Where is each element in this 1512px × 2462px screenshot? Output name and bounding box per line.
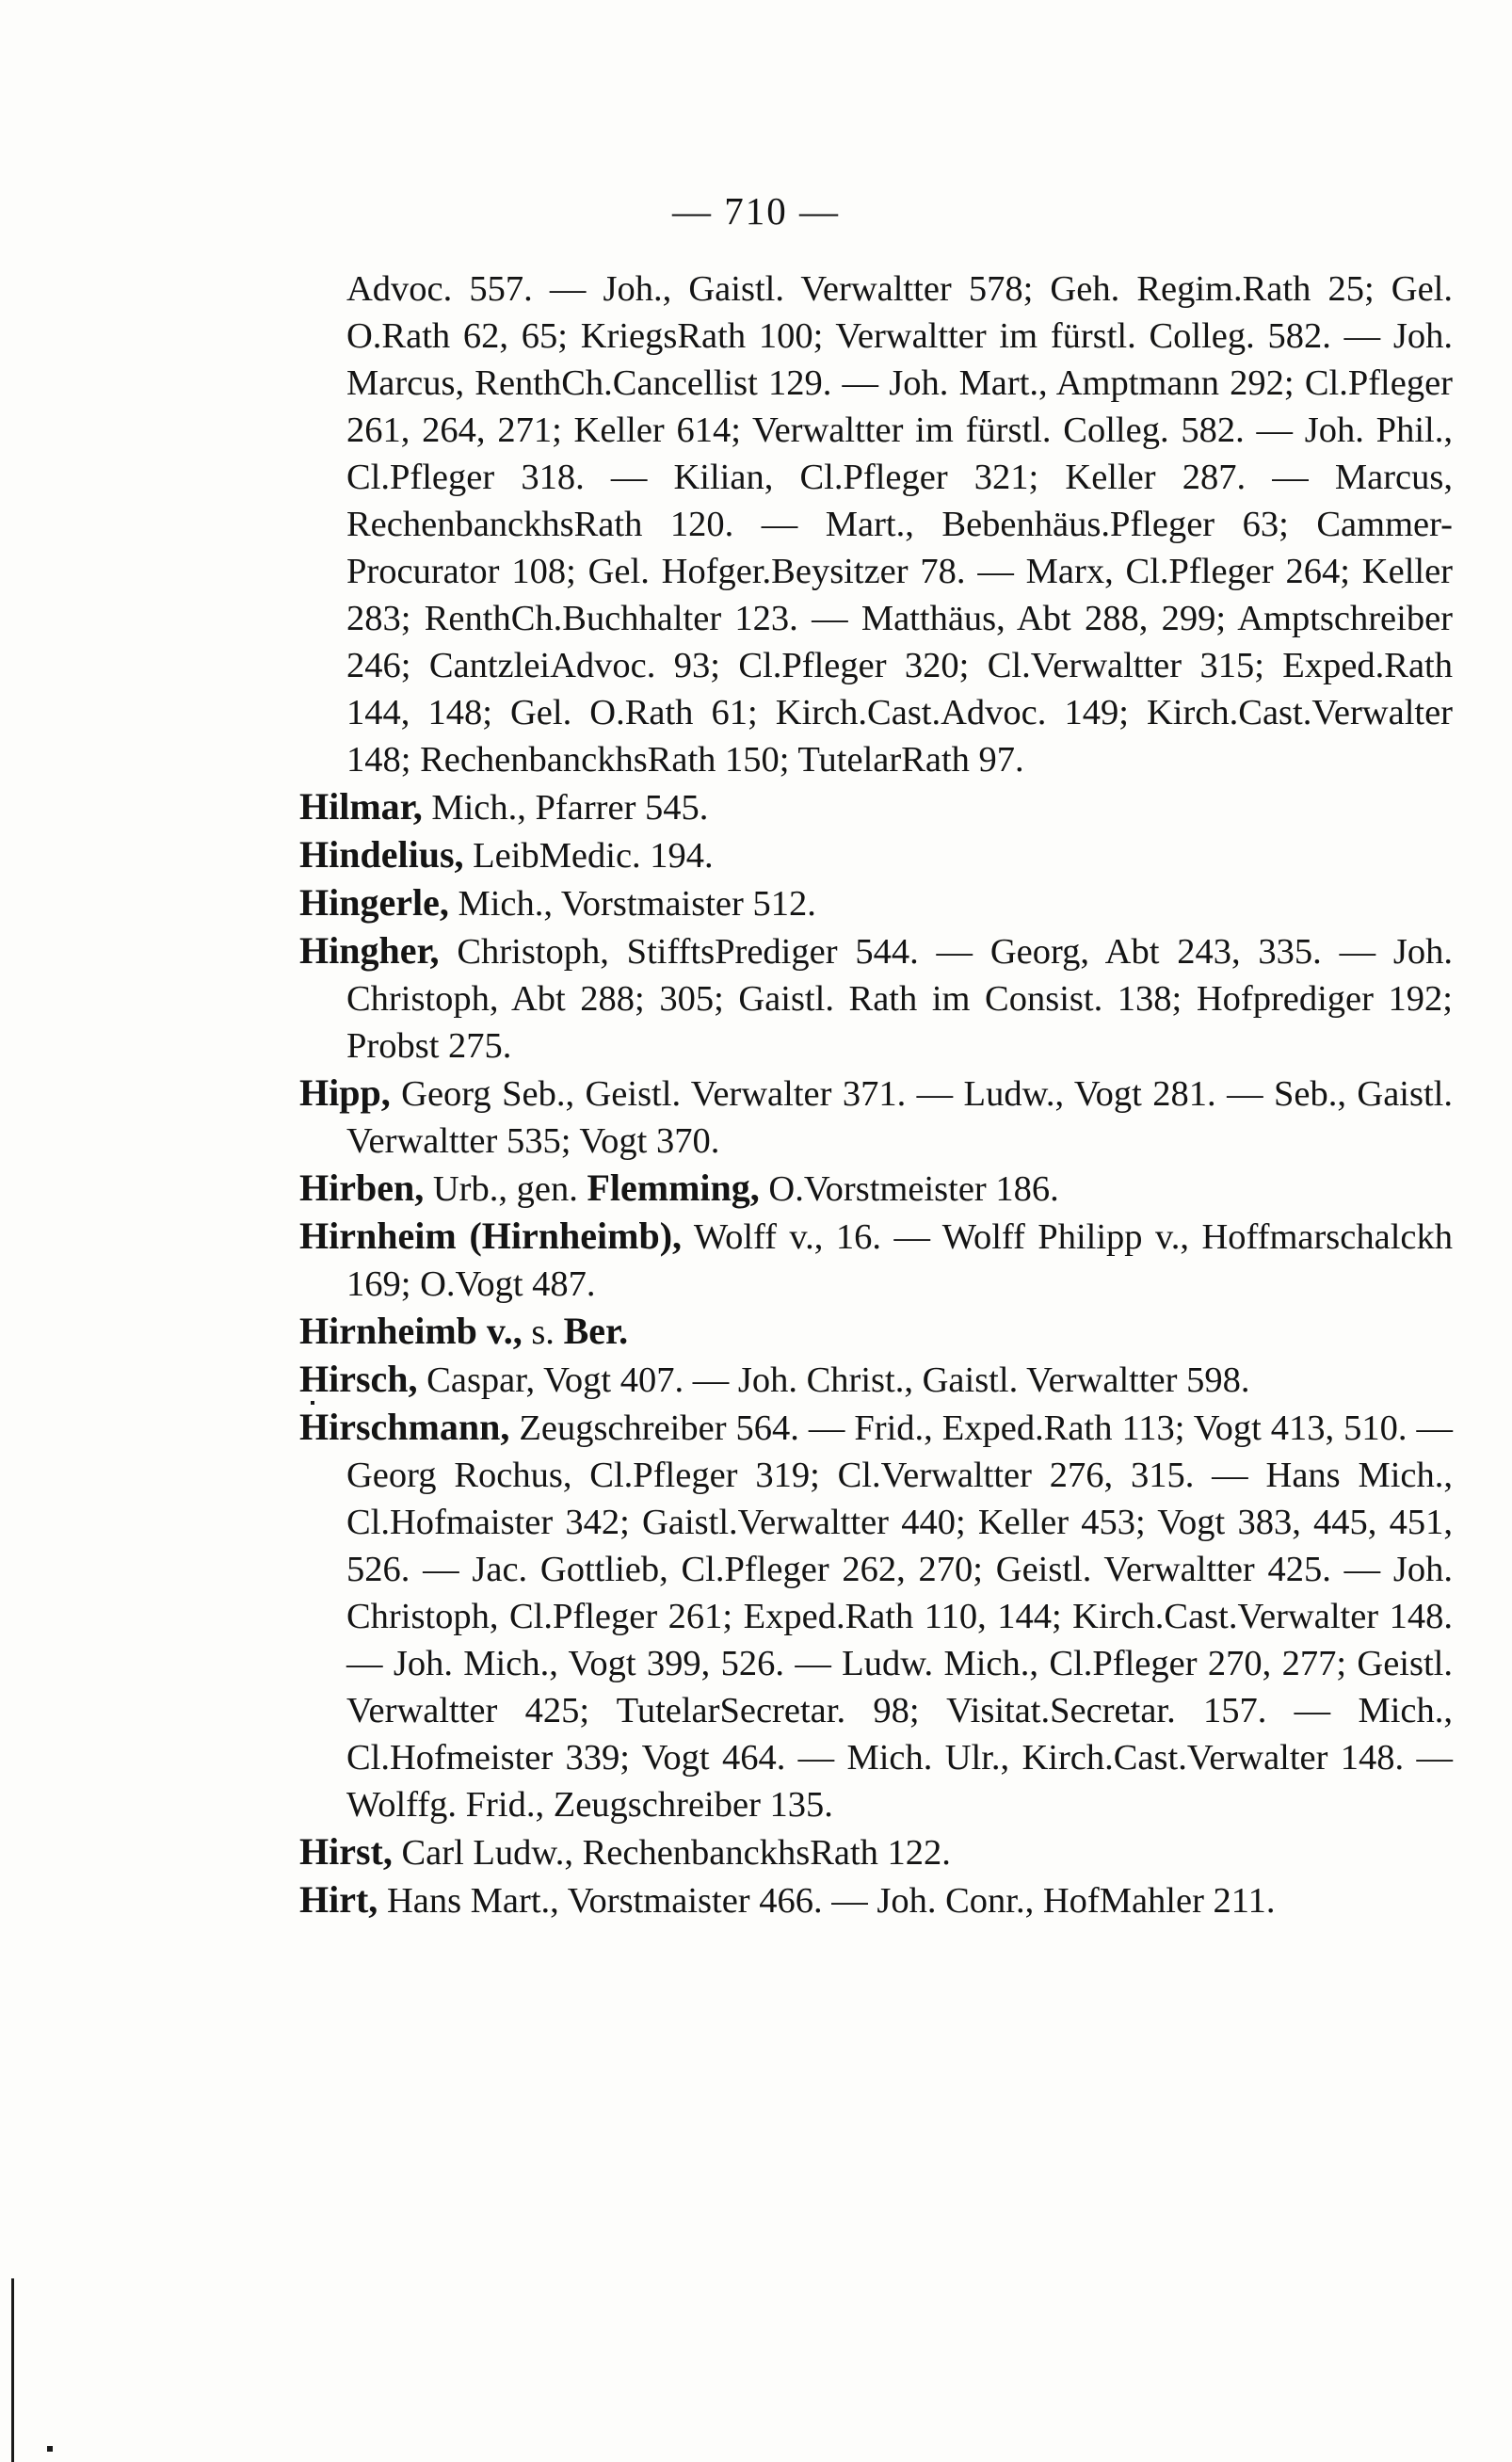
entry-hirsch	[299, 1356, 1453, 1404]
entry-head: Hingher,	[299, 929, 440, 972]
page-number: — 710 —	[672, 189, 840, 233]
entry-head: Hirben,	[299, 1167, 425, 1209]
entry-head: Hindelius,	[299, 833, 464, 876]
entry-head-secondary: Ber.	[563, 1310, 629, 1352]
entry-head: Hipp,	[299, 1071, 391, 1114]
entry-text: Christoph, StifftsPrediger 544. — Georg, Abt 243, 335. — Joh. Christoph, Abt 288; 305; Gaistl. Rath im Consist. 138; Hofprediger 192; Probst 275.	[346, 932, 1454, 1066]
entry-hirnheim	[299, 1213, 1453, 1308]
entry-text: Georg Seb., Geistl. Verwalter 371. — Ludw., Vogt 281. — Seb., Gaistl. Verwaltter 535; Vogt 370.	[346, 1074, 1453, 1161]
entry-hirst	[299, 1828, 1453, 1876]
scan-speck	[47, 2446, 53, 2452]
continued-entry: Advoc. 557. — Joh., Gaistl. Verwaltter 578; Geh. Regim.Rath 25; Gel. O.Rath 62, 65; KriegsRath 100; Verwaltter im fürstl. Colleg. 582. — Joh. Marcus, RenthCh.Cancellist 129. — Joh. Mart., Amptmann 292; Cl.Pfleger 261, 264, 271; Keller 614; Verwaltter im fürstl. Colleg. 582. — Joh. Phil., Cl.Pfleger 318. — Kilian, Cl.Pfleger 321; Keller 287. — Marcus, RechenbanckhsRath 120. — Mart., Bebenhäus.Pfleger 63; Cammer-Procurator 108; Gel. Hofger.Beysitzer 78. — Marx, Cl.Pfleger 264; Keller 283; RenthCh.Buchhalter 123. — Matthäus, Abt 288, 299; Amptschreiber 246; CantzleiAdvoc. 93; Cl.Pfleger 320; Cl.Verwaltter 315; Exped.Rath 144, 148; Gel. O.Rath 61; Kirch.Cast.Advoc. 149; Kirch.Cast.Verwalter 148; RechenbanckhsRath 150; TutelarRath 97.	[346, 269, 1453, 780]
entry-head: Hirt,	[299, 1878, 378, 1921]
scan-edge-mark	[11, 2278, 14, 2462]
scan-speck	[311, 1401, 314, 1405]
entry-head: Hingerle,	[299, 881, 449, 924]
entry-hindelius	[299, 831, 1453, 879]
entry-hirnheimb	[299, 1308, 1453, 1356]
register-text	[299, 266, 1453, 1924]
entry-head: Hirschmann,	[299, 1406, 510, 1448]
entry-hipp	[299, 1070, 1453, 1165]
entry-text: Caspar, Vogt 407. — Joh. Christ., Gaistl. Verwaltter 598.	[426, 1360, 1250, 1400]
entry-head: Hirsch,	[299, 1358, 418, 1400]
entry-text: s.	[531, 1312, 555, 1352]
entry-head-secondary: Flemming,	[587, 1167, 760, 1209]
entry-hirschmann	[299, 1404, 1453, 1828]
entry-text: Wolff v., 16. — Wolff Philipp v., Hoffmarschalckh 169; O.Vogt 487.	[346, 1217, 1453, 1304]
entry-head: Hirst,	[299, 1830, 393, 1873]
entry-text-secondary: O.Vorstmeister 186.	[768, 1169, 1059, 1209]
entry-text: Hans Mart., Vorstmaister 466. — Joh. Conr., HofMahler 211.	[386, 1881, 1276, 1921]
entry-hirben	[299, 1165, 1453, 1213]
entry-text: Carl Ludw., RechenbanckhsRath 122.	[401, 1833, 951, 1873]
entry-text: Mich., Pfarrer 545.	[431, 788, 709, 828]
entry-head: Hirnheim (Hirnheimb),	[299, 1215, 683, 1257]
entry-text: Urb., gen.	[432, 1169, 578, 1209]
entry-head: Hilmar,	[299, 785, 423, 828]
entry-hirt	[299, 1876, 1453, 1924]
entry-hilmar	[299, 783, 1453, 831]
entry-text: Mich., Vorstmaister 512.	[458, 884, 816, 924]
entry-hingher	[299, 927, 1453, 1070]
entry-head: Hirnheimb v.,	[299, 1310, 523, 1352]
entry-text: Zeugschreiber 564. — Frid., Exped.Rath 113; Vogt 413, 510. — Georg Rochus, Cl.Pfleger 319; Cl.Verwaltter 276, 315. — Hans Mich., Cl.Hofmaister 342; Gaistl.Verwaltter 440; Keller 453; Vogt 383, 445, 451, 526. — Jac. Gottlieb, Cl.Pfleger 262, 270; Geistl. Verwaltter 425. — Joh. Christoph, Cl.Pfleger 261; Exped.Rath 110, 144; Kirch.Cast.Verwalter 148. — Joh. Mich., Vogt 399, 526. — Ludw. Mich., Cl.Pfleger 270, 277; Geistl. Verwaltter 425; TutelarSecretar. 98; Visitat.Secretar. 157. — Mich., Cl.Hofmeister 339; Vogt 464. — Mich. Ulr., Kirch.Cast.Verwalter 148. — Wolffg. Frid., Zeugschreiber 135.	[346, 1408, 1453, 1825]
entry-text: LeibMedic. 194.	[473, 836, 714, 876]
entry-hingerle	[299, 879, 1453, 927]
